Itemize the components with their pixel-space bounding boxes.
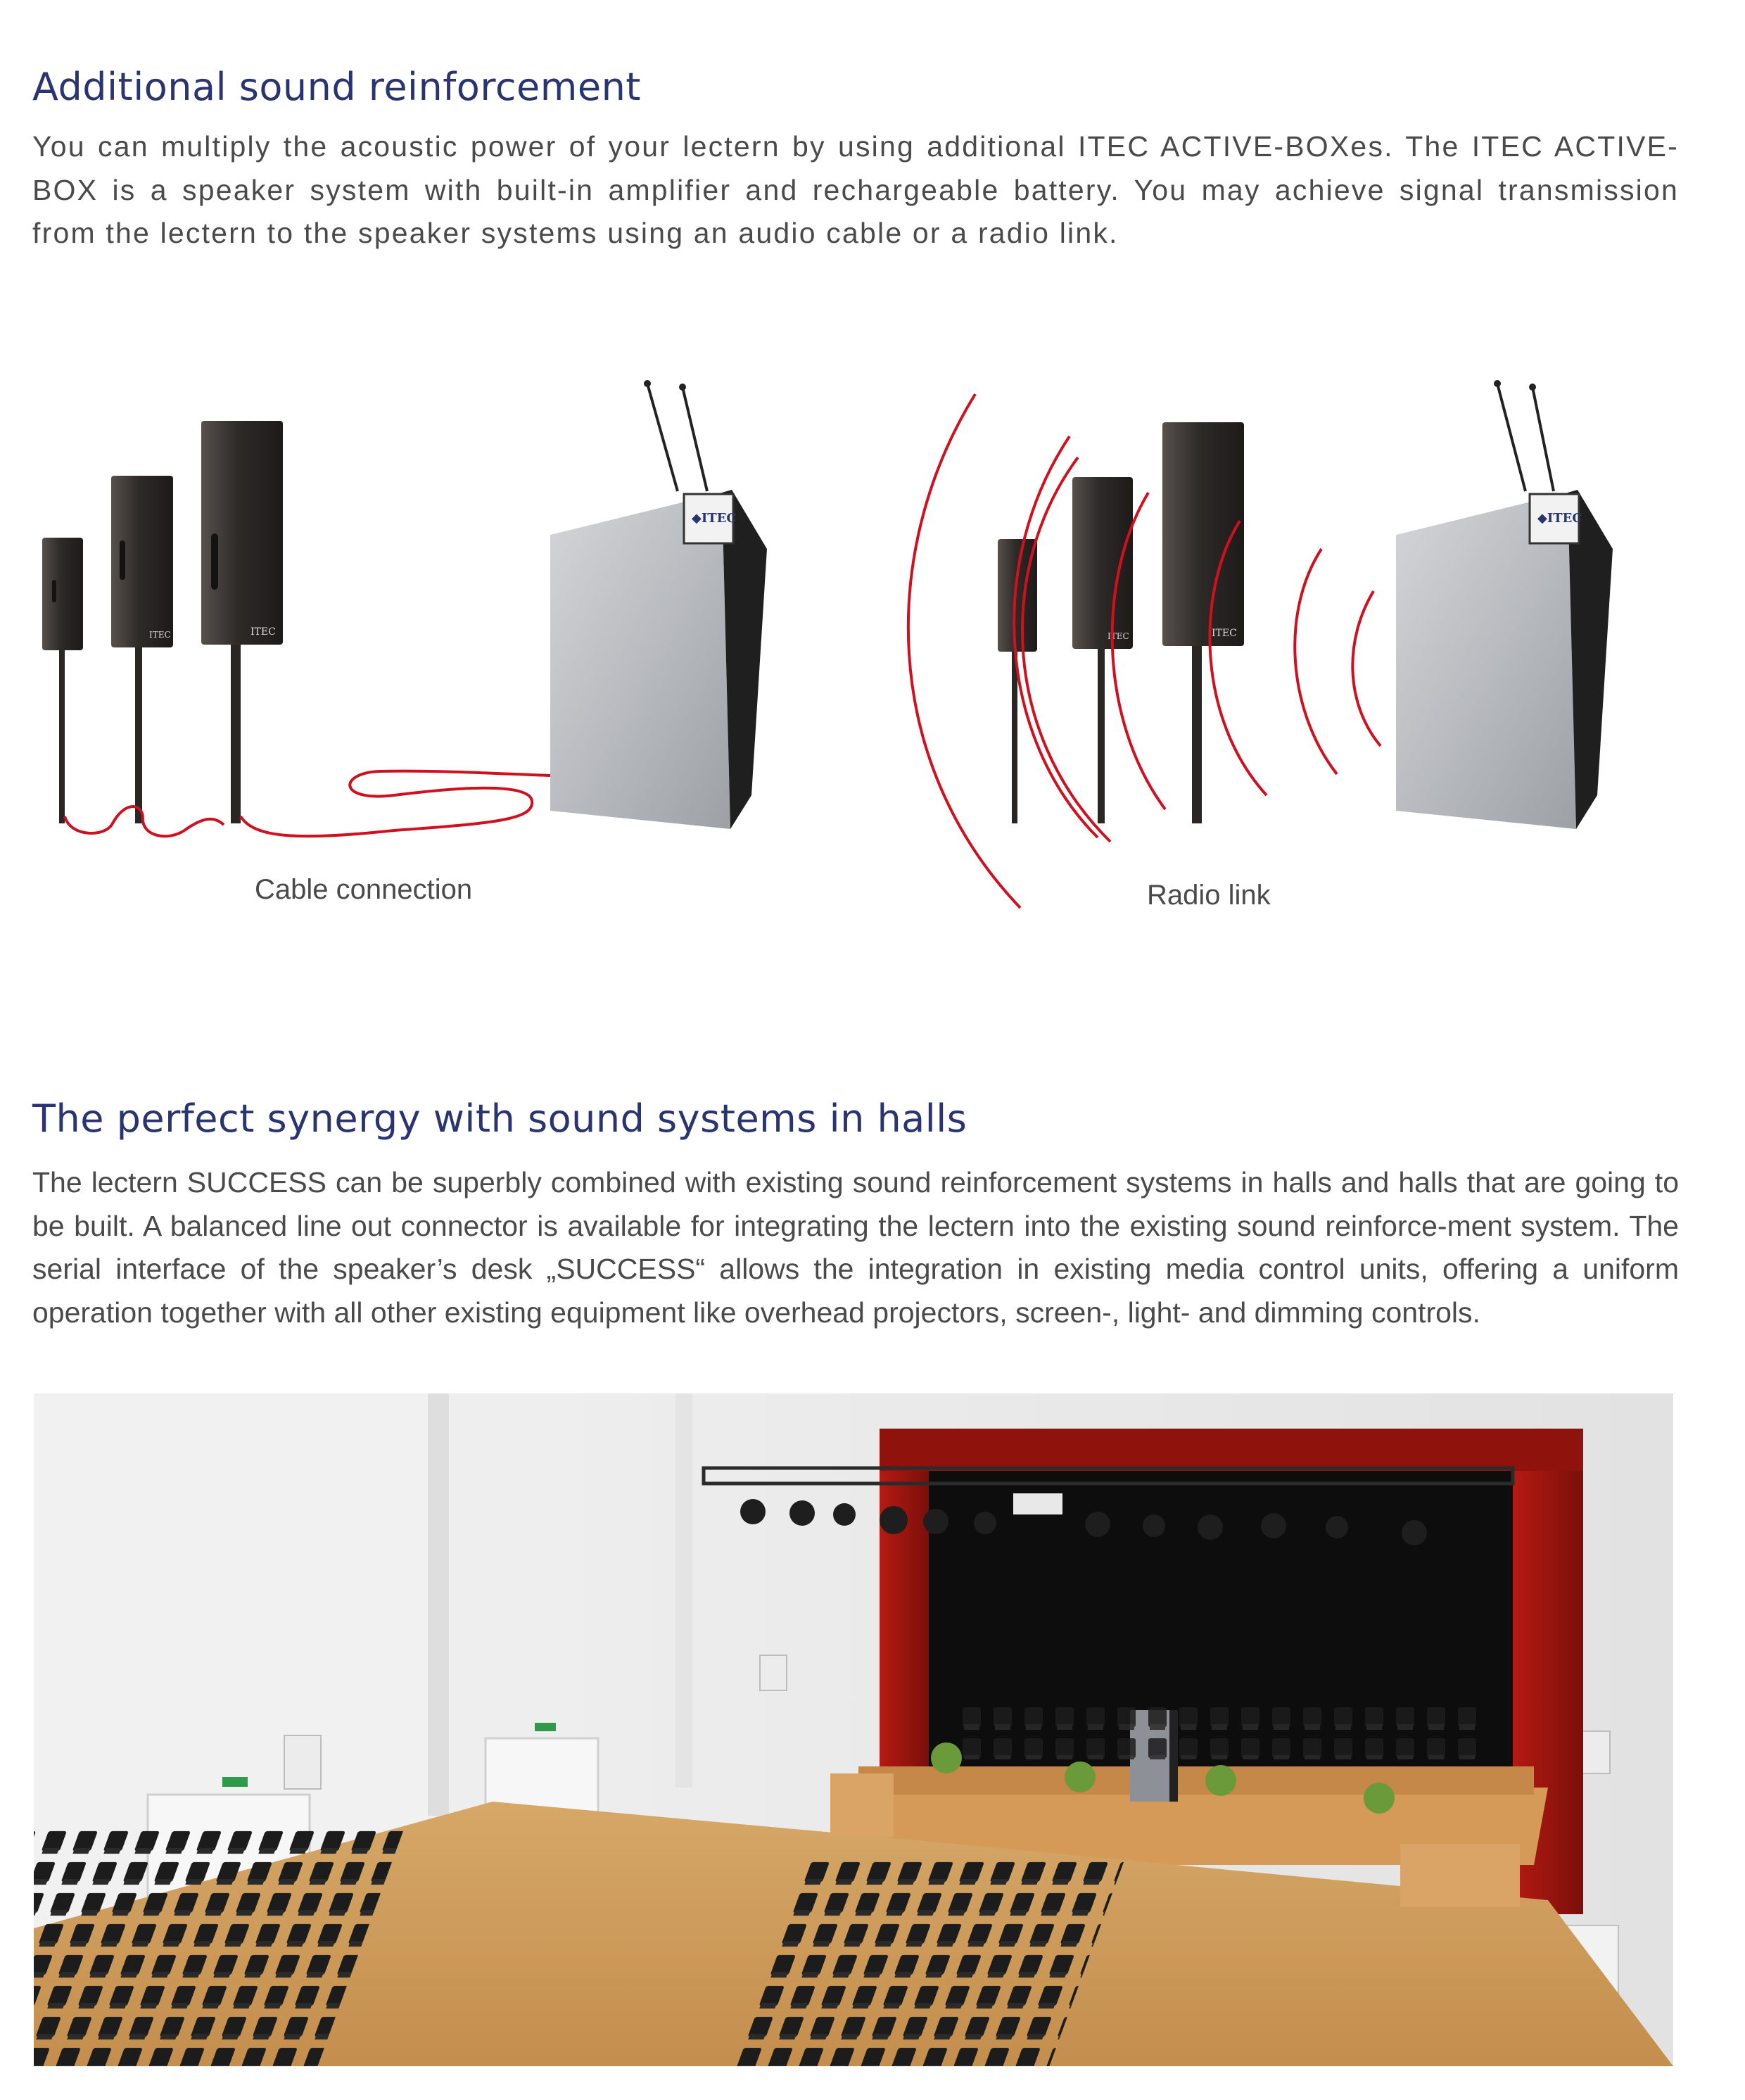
section-heading-synergy: The perfect synergy with sound systems in halls (32, 1096, 967, 1141)
radio-speaker-large (1162, 422, 1244, 823)
section-paragraph-sound-reinforcement: You can multiply the acoustic power of your lectern by using additional ITEC ACTIVE-BOXes. The ITEC ACTIVE-BOX is a speaker system with built-in amplifier and rechargeable battery. You may achieve signal transmission from the lectern to the speaker systems using an audio cable or a radio link. (32, 130, 1679, 249)
svg-text:◆ITEC: ◆ITEC (1537, 511, 1582, 526)
cable-speaker-large (201, 421, 283, 823)
cable-speaker-small (42, 538, 83, 823)
section-paragraph-synergy: The lectern SUCCESS can be superbly combined with existing sound reinforcement systems in halls and halls that are going to be built. A balanced line out connector is available for integrating the lectern into the existing sound reinforce-ment system. The serial interface of the speaker’s desk „SUCCESS“ allows the integration in existing media control units, offering a uniform operation together with all other existing equipment like overhead projectors, screen-, light- and dimming controls. (32, 1166, 1679, 1329)
radio-speaker-medium (1072, 477, 1133, 823)
svg-text:◆ITEC: ◆ITEC (692, 511, 737, 526)
radio-lectern (1396, 380, 1613, 829)
svg-text:ITEC: ITEC (149, 630, 171, 640)
svg-text:ITEC: ITEC (1108, 631, 1129, 641)
svg-text:ITEC: ITEC (250, 626, 276, 638)
section-heading-sound-reinforcement: Additional sound reinforcement (32, 65, 641, 109)
svg-text:ITEC: ITEC (1212, 628, 1237, 639)
cable-speaker-medium (111, 476, 173, 823)
sound-reinforcement-illustration (0, 0, 1745, 985)
caption-cable-connection: Cable connection (255, 874, 473, 905)
caption-radio-link: Radio link (1147, 880, 1271, 911)
cable-lectern (550, 380, 767, 829)
